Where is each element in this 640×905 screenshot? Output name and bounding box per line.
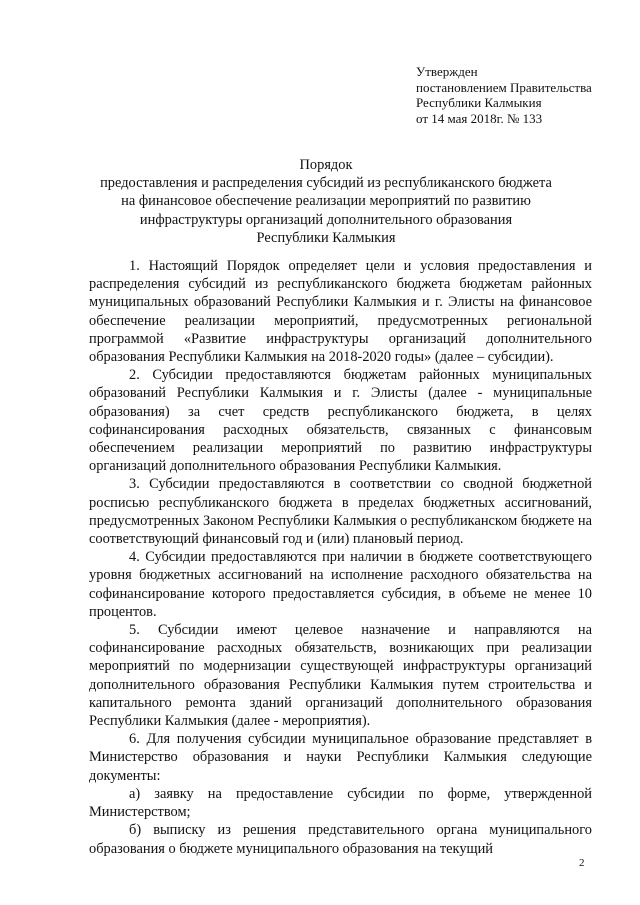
title-line: на финансовое обеспечение реализации мероприятий по развитию (121, 193, 531, 210)
approval-line: постановлением Правительства (416, 79, 592, 95)
approval-line: Утвержден (416, 64, 478, 79)
paragraph: 2. Субсидии предоставляются бюджетам районных муниципальных образований Республики Калмыкия и г. Элисты (далее - муниципальные образования) за счет средств республиканского бюджета, в целях софинансирования расходных обязательств, связанных с финансовым обеспечением реализации мероприятий по развитию инфраструктуры организаций дополнительного образования Республики Калмыкия. (89, 367, 592, 475)
approval-stamp (416, 64, 592, 126)
paragraph: 1. Настоящий Порядок определяет цели и условия предоставления и распределения субсидий из республиканского бюджета бюджетам районных муниципальных образований Республики Калмыкия и г. Элисты на финансовое обеспечение реализации мероприятий, предусмотренных региональной программой «Развитие инфраструктуры организаций дополнительного образования Республики Калмыкия на 2018-2020 годы» (далее – субсидии). (89, 258, 592, 366)
approval-line: Республики Калмыкия (416, 95, 542, 110)
paragraph: 5. Субсидии имеют целевое назначение и направляются на софинансирование расходных обязательств, возникающих при реализации мероприятий по модернизации существующей инфраструктуры организаций дополнительного образования Республики Калмыкия путем строительства и капитального ремонта зданий организаций дополнительного образования Республики Калмыкия (далее - мероприятия). (89, 622, 592, 730)
title-line: предоставления и распределения субсидий из республиканского бюджета (100, 175, 552, 192)
document-body (89, 257, 592, 858)
paragraph: а) заявку на предоставление субсидии по форме, утвержденной Министерством; (89, 785, 592, 821)
document-title (60, 156, 592, 247)
paragraph: б) выписку из решения представительного органа муниципального образования о бюджете муниципального образования на текущий (89, 822, 592, 857)
title-line: Республики Калмыкия (256, 229, 396, 246)
paragraph: 6. Для получения субсидии муниципальное образование представляет в Министерство образования и науки Республики Калмыкия следующие документы: (89, 731, 592, 784)
approval-line: от 14 мая 2018г. № 133 (416, 110, 543, 126)
page-number: 2 (579, 857, 585, 869)
paragraph: 3. Субсидии предоставляются в соответствии со сводной бюджетной росписью республиканского бюджета в пределах бюджетных ассигнований, предусмотренных Законом Республики Калмыкия о республиканском бюджете на соответствующий финансовый год и (или) плановый период. (89, 476, 592, 548)
title-heading: Порядок (299, 157, 353, 173)
paragraph: 4. Субсидии предоставляются при наличии в бюджете соответствующего уровня бюджетных ассигнований на исполнение расходного обязательства на софинансирование которого предоставляется субсидия, в объеме не менее 10 процентов. (89, 549, 592, 620)
title-line: инфраструктуры организаций дополнительного образования (139, 211, 513, 228)
